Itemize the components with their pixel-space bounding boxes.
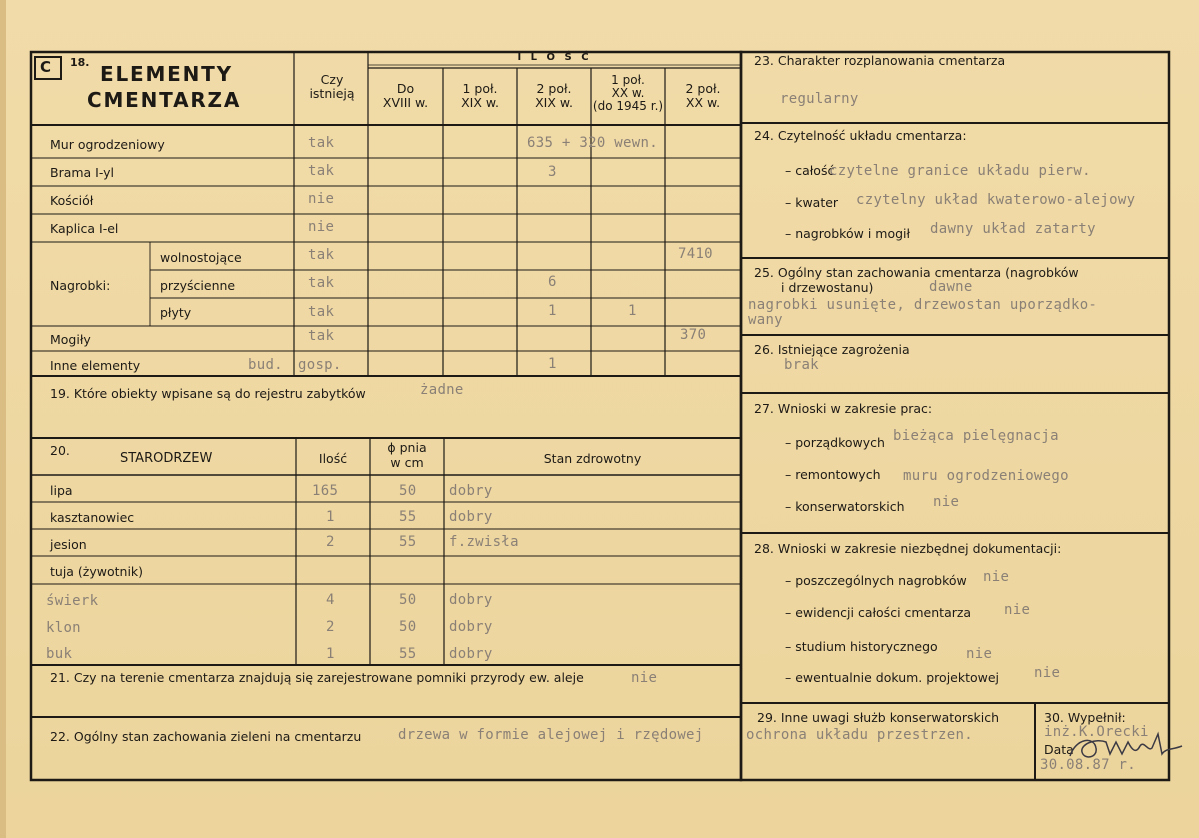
value-inne-2pol19: 1 <box>548 356 557 372</box>
s27-item-value-porzadkowe: bieżąca pielęgnacja <box>893 428 1059 444</box>
s19-value: żadne <box>420 382 464 398</box>
tree-species-tuja: tuja (żywotnik) <box>50 564 144 579</box>
s24-item-value-nagrobki: dawny układ zatarty <box>930 221 1096 237</box>
tree-health-lipa: dobry <box>449 483 493 499</box>
tree-qty-lipa: 165 <box>312 483 339 499</box>
s27-item-label-konserwatorskie: – konserwatorskich <box>785 499 905 514</box>
s28-item-label-projekt: – ewentualnie dokum. projektowej <box>785 670 1000 685</box>
col-exists-header: Czy istnieją <box>309 72 355 101</box>
s20-col-diam: ϕ pnia w cm <box>387 440 427 470</box>
value-brama-exists: tak <box>308 163 335 179</box>
tree-qty-kasztanowiec: 1 <box>326 509 335 525</box>
s30-date: 30.08.87 r. <box>1040 757 1137 773</box>
ilosc-header: I L O Ś Ć <box>517 52 592 63</box>
s24-label: 24. Czytelność układu cmentarza: <box>754 128 967 143</box>
tree-health-buk: dobry <box>449 646 493 662</box>
value-plyty-exists: tak <box>308 304 335 320</box>
s20-col-health: Stan zdrowotny <box>543 451 642 466</box>
col-period-xviii: Do XVIII w. <box>382 81 429 110</box>
value-kosciol-exists: nie <box>308 191 335 207</box>
s20-number: 20. <box>50 443 70 458</box>
row-label-inne: Inne elementy <box>50 358 141 373</box>
tree-species-swierk: świerk <box>46 593 99 609</box>
s25-value-line1: dawne <box>929 279 973 295</box>
value-mur-length: 635 + 320 wewn. <box>527 135 658 151</box>
s30-label: 30. Wypełnił: <box>1044 710 1126 725</box>
s28-label: 28. Wnioski w zakresie niezbędnej dokumentacji: <box>754 541 1062 556</box>
value-mur-exists: tak <box>308 135 335 151</box>
s23-value: regularny <box>780 91 859 107</box>
value-kaplica-exists: nie <box>308 219 335 235</box>
tree-qty-buk: 1 <box>326 646 335 662</box>
tree-species-jesion: jesion <box>50 537 87 552</box>
tree-diam-klon: 50 <box>399 619 417 635</box>
s30-date-label: Data <box>1044 742 1074 757</box>
row-label-brama: Brama I-yl <box>50 165 115 180</box>
s25-value-line2: nagrobki usunięte, drzewostan uporządko- <box>748 297 1098 313</box>
s26-value: brak <box>784 357 819 373</box>
row-label-kaplica: Kaplica I-el <box>50 221 119 236</box>
s20-col-qty: Ilość <box>318 451 348 466</box>
s30-filled-by: inż.K.Orecki <box>1044 724 1149 740</box>
value-mogily-exists: tak <box>308 328 335 344</box>
value-przyscienne-exists: tak <box>308 275 335 291</box>
s27-item-value-remontowe: muru ogrodzeniowego <box>903 468 1069 484</box>
col-period-2pol-xx: 2 poł. XX w. <box>685 81 721 110</box>
s29-label: 29. Inne uwagi służb konserwatorskich <box>757 710 999 725</box>
section-letter: C <box>40 58 52 76</box>
tree-diam-buk: 55 <box>399 646 417 662</box>
tree-species-lipa: lipa <box>50 483 73 498</box>
value-inne-prefix: bud. <box>248 357 283 373</box>
tree-diam-swierk: 50 <box>399 592 417 608</box>
s29-value: ochrona układu przestrzen. <box>746 727 973 743</box>
tree-health-klon: dobry <box>449 619 493 635</box>
s28-item-label-nagrobki: – poszczególnych nagrobków <box>785 573 967 588</box>
s22-value: drzewa w formie alejowej i rzędowej <box>398 727 704 743</box>
s23-label: 23. Charakter rozplanowania cmentarza <box>754 53 1006 68</box>
tree-species-klon: klon <box>46 620 81 636</box>
s28-item-label-ewidencja: – ewidencji całości cmentarza <box>785 605 972 620</box>
value-wolnostojace-exists: tak <box>308 247 335 263</box>
col-period-1pol-xix: 1 poł. XIX w. <box>461 81 499 110</box>
s28-item-value-nagrobki: nie <box>983 569 1010 585</box>
tree-health-swierk: dobry <box>449 592 493 608</box>
s24-item-value-kwater: czytelny układ kwaterowo-alejowy <box>856 192 1136 208</box>
row-label-przyscienne: przyścienne <box>160 278 236 293</box>
s25-label-line1: 25. Ogólny stan zachowania cmentarza (nagrobków <box>754 265 1079 280</box>
value-mogily-2pol20: 370 <box>680 327 707 343</box>
tree-qty-klon: 2 <box>326 619 335 635</box>
s21-value: nie <box>631 670 658 686</box>
s27-label: 27. Wnioski w zakresie prac: <box>754 401 933 416</box>
s21-label: 21. Czy na terenie cmentarza znajdują się zarejestrowane pomniki przyrody ew. aleje <box>50 670 584 685</box>
value-inne-exists: gosp. <box>298 357 342 373</box>
s25-label-line2: i drzewostanu) <box>781 280 874 295</box>
s28-item-label-studium: – studium historycznego <box>785 639 938 654</box>
s24-item-label-nagrobki: – nagrobków i mogił <box>785 226 911 241</box>
s24-item-label-kwater: – kwater <box>785 195 839 210</box>
row-group-nagrobki: Nagrobki: <box>50 278 111 293</box>
s19-label: 19. Które obiekty wpisane są do rejestru zabytków <box>50 386 366 401</box>
signature <box>1066 728 1186 764</box>
tree-diam-lipa: 50 <box>399 483 417 499</box>
s18-title-line2: CMENTARZA <box>87 88 242 112</box>
row-label-mogily: Mogiły <box>50 332 91 347</box>
col-period-1pol-xx: 1 poł. XX w. (do 1945 r.) <box>592 73 664 113</box>
tree-diam-jesion: 55 <box>399 534 417 550</box>
row-label-wolnostojace: wolnostojące <box>160 250 242 265</box>
row-label-kosciol: Kościół <box>50 193 94 208</box>
s22-label: 22. Ogólny stan zachowania zieleni na cmentarzu <box>50 729 362 744</box>
value-przyscienne-2pol19: 6 <box>548 274 557 290</box>
tree-health-kasztanowiec: dobry <box>449 509 493 525</box>
s18-number: 18. <box>70 56 90 69</box>
row-label-plyty: płyty <box>160 305 192 320</box>
col-period-2pol-xix: 2 poł. XIX w. <box>535 81 573 110</box>
s18-title-line1: ELEMENTY <box>100 62 233 86</box>
value-plyty-1pol20: 1 <box>628 303 637 319</box>
tree-species-kasztanowiec: kasztanowiec <box>50 510 135 525</box>
tree-qty-swierk: 4 <box>326 592 335 608</box>
value-brama-2pol19: 3 <box>548 164 557 180</box>
s27-item-value-konserwatorskie: nie <box>933 494 960 510</box>
s24-item-label-calosc: – całość <box>785 163 835 178</box>
value-wolnostojace-2pol20: 7410 <box>678 246 713 262</box>
tree-qty-jesion: 2 <box>326 534 335 550</box>
s20-title: STARODRZEW <box>120 451 213 466</box>
s28-item-value-studium: nie <box>966 646 993 662</box>
s27-item-label-porzadkowe: – porządkowych <box>785 435 885 450</box>
tree-species-buk: buk <box>46 646 73 662</box>
s25-value-line3: wany <box>748 312 783 328</box>
s27-item-label-remontowe: – remontowych <box>785 467 881 482</box>
s26-label: 26. Istniejące zagrożenia <box>754 342 910 357</box>
s28-item-value-projekt: nie <box>1034 665 1061 681</box>
s24-item-value-calosc: czytelne granice układu pierw. <box>829 163 1091 179</box>
row-label-mur: Mur ogrodzeniowy <box>50 137 165 152</box>
tree-diam-kasztanowiec: 55 <box>399 509 417 525</box>
tree-health-jesion: f.zwisła <box>449 534 519 550</box>
value-plyty-2pol19: 1 <box>548 303 557 319</box>
s28-item-value-ewidencja: nie <box>1004 602 1031 618</box>
